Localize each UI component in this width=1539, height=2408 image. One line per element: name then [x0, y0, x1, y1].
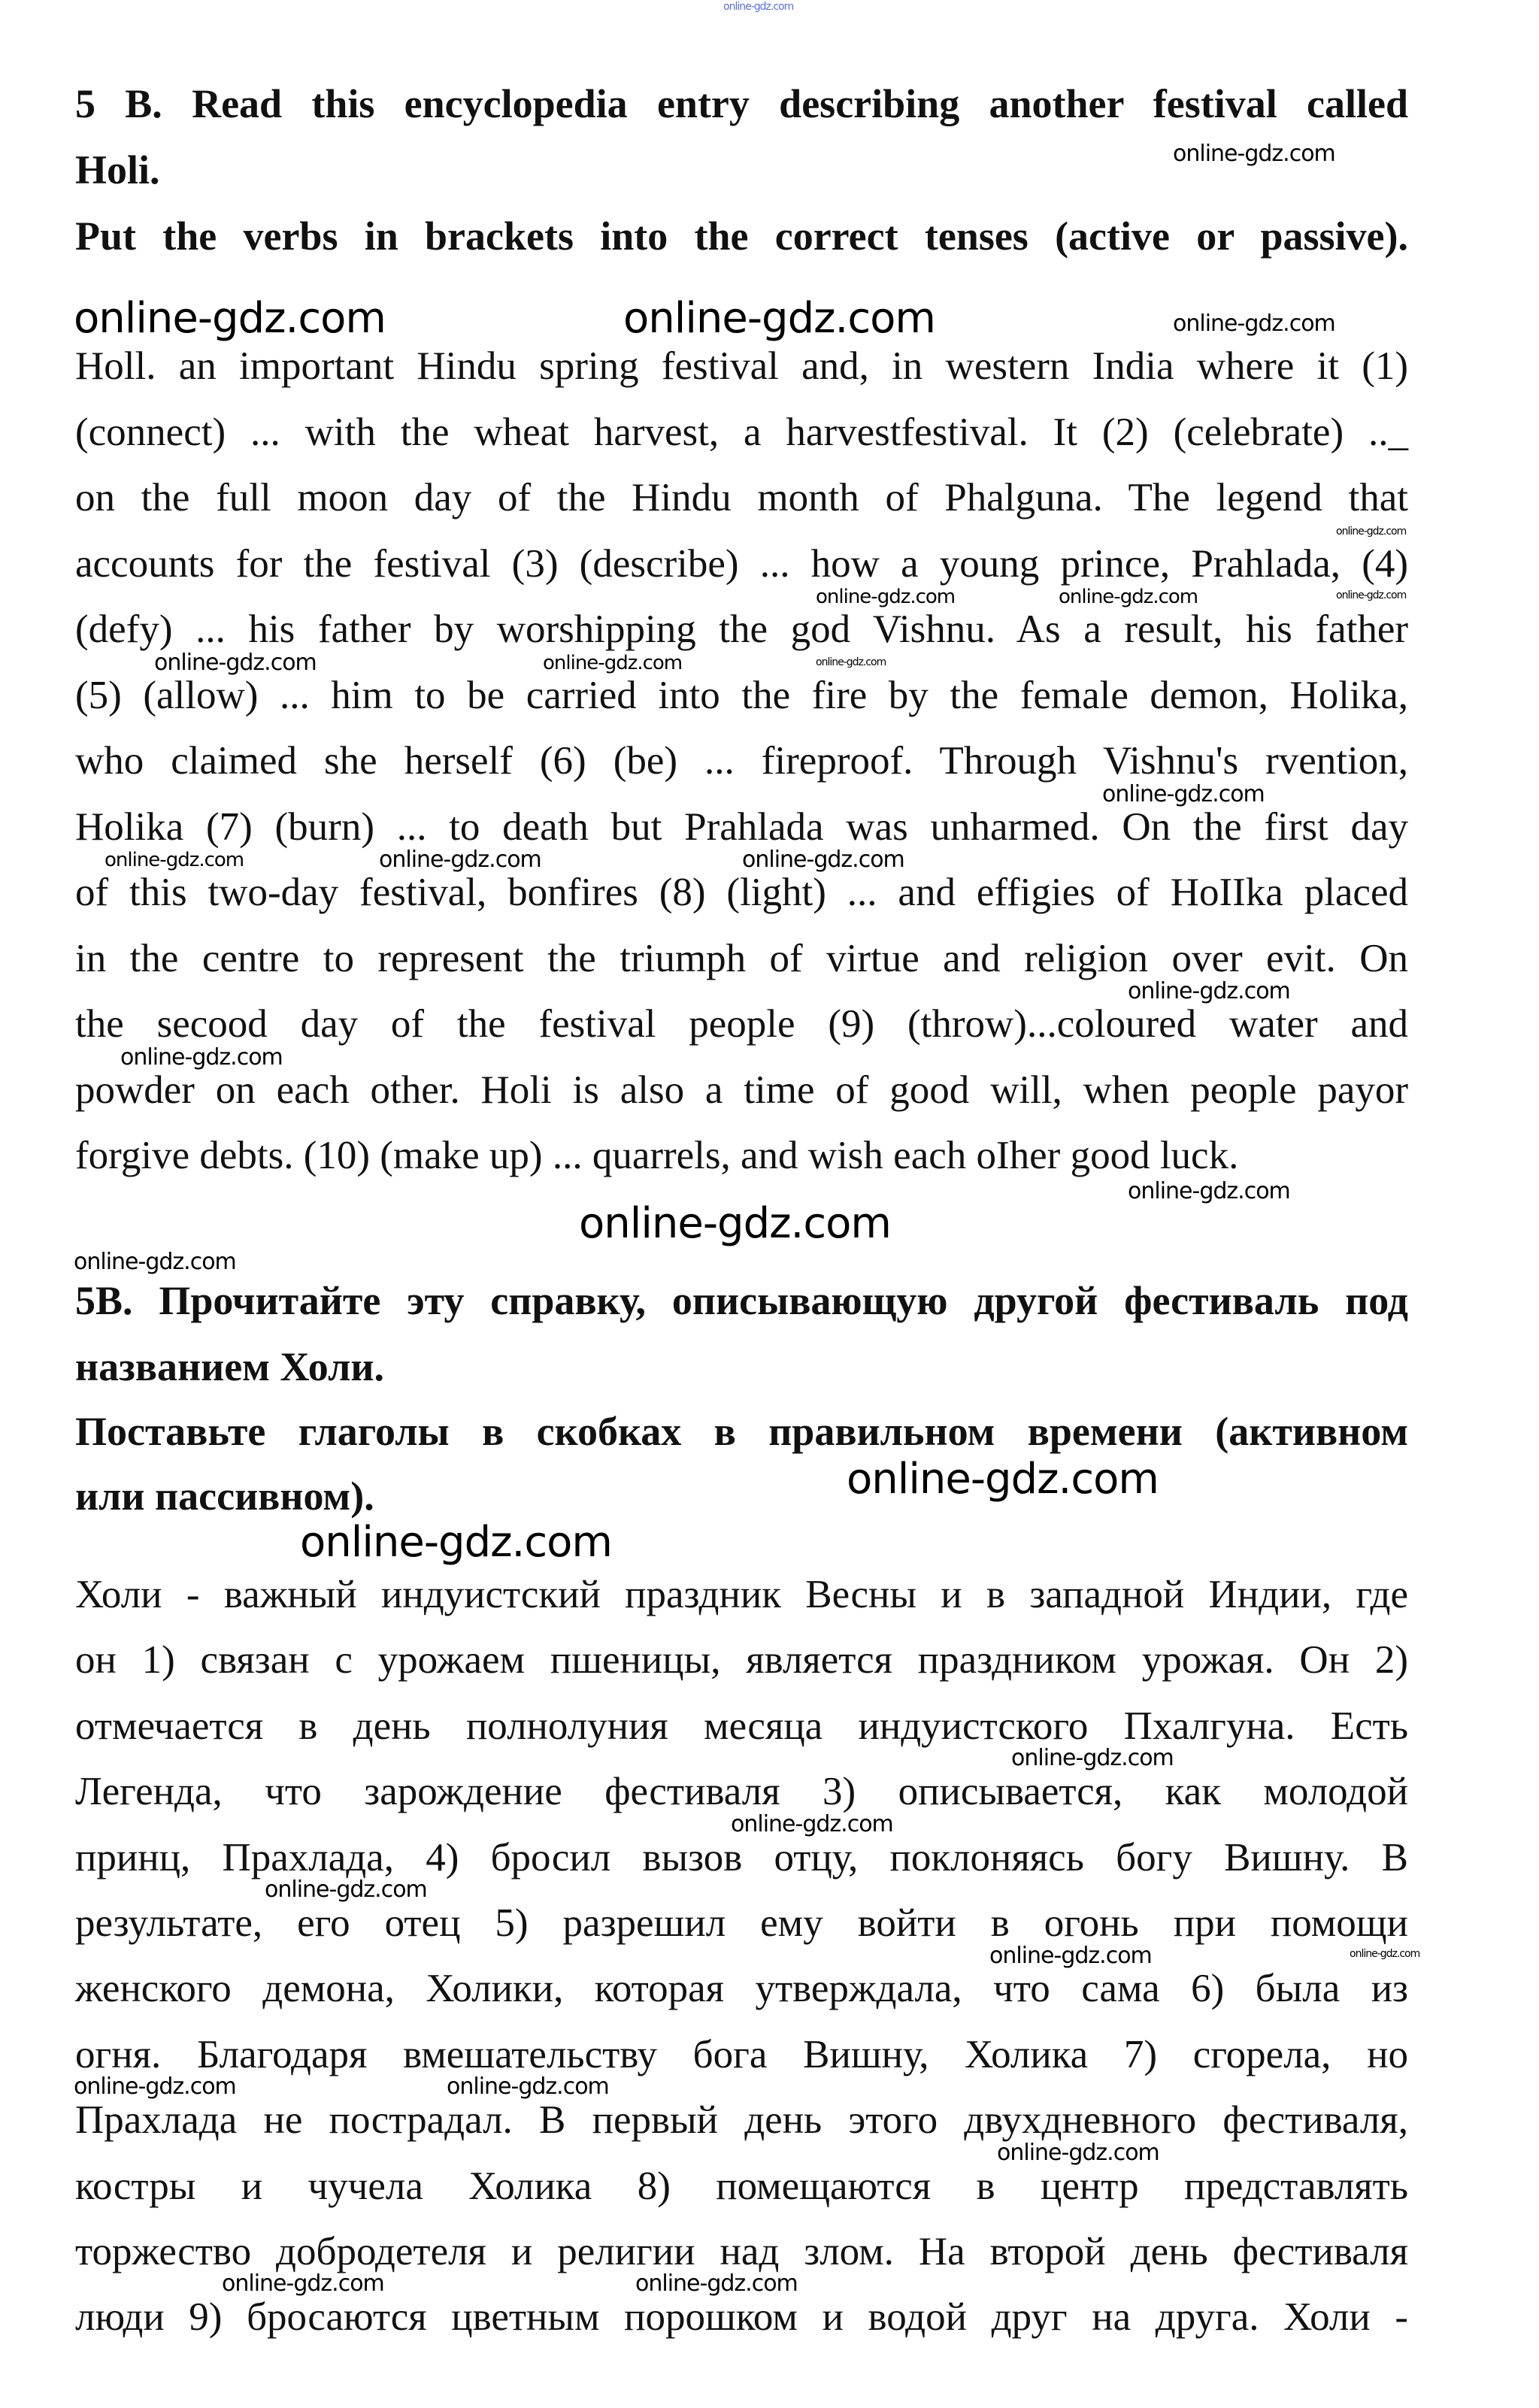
watermark: online-gdz.com — [997, 2140, 1159, 2166]
russian-text-line: принц, Прахлада, 4) бросил вызов отцу, поклоняясь богу Вишну. В — [75, 1835, 1408, 1879]
watermark: online-gdz.com — [265, 1876, 427, 1903]
english-text-line: Holl. an important Hindu spring festival and, in western India where it (1) — [75, 344, 1408, 388]
watermark: online-gdz.com — [222, 2270, 384, 2297]
russian-text-line: огня. Благодаря вмешательству бога Вишну, Холика 7) сгорела, но — [75, 2032, 1408, 2076]
watermark: online-gdz.com — [1011, 1745, 1174, 1771]
russian-heading-line: или пассивном). — [75, 1474, 374, 1519]
watermark: online-gdz.com — [1350, 1948, 1420, 1960]
watermark: online-gdz.com — [1336, 526, 1407, 538]
english-text-line: accounts for the festival (3) (describe) ... how a young prince, Prahlada, (4) — [75, 541, 1408, 586]
exercise-heading-line: Holi. — [75, 147, 160, 192]
watermark: online-gdz.com — [105, 849, 244, 871]
watermark: online-gdz.com — [816, 656, 886, 668]
watermark: online-gdz.com — [623, 294, 935, 343]
english-text-line: on the full moon day of the Hindu month of Phalguna. The legend that — [75, 476, 1408, 519]
russian-text-line: отмечается в день полнолуния месяца индуистского Пхалгуна. Есть — [75, 1704, 1408, 1748]
russian-text-line: Легенда, что зарождение фестиваля 3) описывается, как молодой — [75, 1770, 1408, 1814]
watermark: online-gdz.com — [1173, 310, 1335, 337]
watermark: online-gdz.com — [847, 1455, 1159, 1504]
english-text-line: (defy) ... his father by worshipping the god Vishnu. As a result, his father — [75, 607, 1408, 651]
watermark: online-gdz.com — [1102, 781, 1265, 807]
watermark: online-gdz.com — [1128, 1178, 1290, 1204]
watermark: online-gdz.com — [1059, 586, 1198, 608]
watermark: online-gdz.com — [154, 650, 317, 676]
watermark: online-gdz.com — [723, 1, 794, 13]
english-text-line: in the centre to represent the triumph of virtue and religion over evit. On — [75, 936, 1408, 980]
watermark: online-gdz.com — [74, 2073, 236, 2100]
russian-heading-line: Поставьте глаголы в скобках в правильном времени (активном — [75, 1409, 1408, 1454]
russian-text-line: женского демона, Холики, которая утверждала, что сама 6) была из — [75, 1967, 1408, 2011]
english-text-line: forgive debts. (10) (make up) ... quarrels, and wish each oIher good luck. — [75, 1134, 1239, 1177]
english-text-line: powder on each other. Holi is also a time of good will, when people payor — [75, 1068, 1408, 1112]
watermark: online-gdz.com — [300, 1518, 612, 1567]
russian-text-line: торжество добродетеля и религии над злом. На второй день фестиваля — [75, 2230, 1408, 2273]
watermark: online-gdz.com — [579, 1199, 891, 1248]
watermark: online-gdz.com — [120, 1044, 283, 1071]
exercise-heading-line: Put the verbs in brackets into the correct tenses (active or passive). — [75, 214, 1408, 259]
watermark: online-gdz.com — [1128, 978, 1290, 1004]
watermark: online-gdz.com — [742, 847, 904, 873]
russian-text-line: люди 9) бросаются цветным порошком и водой друг на друга. Холи - — [75, 2295, 1408, 2340]
english-text-line: the secood day of the festival people (9) (throw)...coloured water and — [75, 1002, 1408, 1046]
english-text-line: (connect) ... with the wheat harvest, a harvestfestival. It (2) (celebrate) .._ — [75, 410, 1408, 454]
watermark: online-gdz.com — [989, 1943, 1152, 1969]
english-text-line: Holika (7) (burn) ... to death but Prahlada was unharmed. On the first day — [75, 804, 1408, 849]
russian-heading-line: 5B. Прочитайте эту справку, описывающую другой фестиваль под — [75, 1278, 1408, 1323]
watermark: online-gdz.com — [447, 2073, 609, 2100]
english-text-line: (5) (allow) ... him to be carried into the fire by the female demon, Holika, — [75, 673, 1408, 717]
russian-text-line: результате, его отец 5) разрешил ему войти в огонь при помощи — [75, 1901, 1408, 1945]
english-text-line: of this two-day festival, bonfires (8) (light) ... and effigies of HoIIka placed — [75, 871, 1408, 914]
watermark: online-gdz.com — [1336, 589, 1407, 601]
watermark: online-gdz.com — [1173, 141, 1335, 167]
russian-text-line: Прахлада не пострадал. В первый день этого двухдневного фестиваля, — [75, 2098, 1408, 2143]
watermark: online-gdz.com — [74, 1249, 236, 1275]
watermark: online-gdz.com — [731, 1811, 893, 1837]
watermark: online-gdz.com — [635, 2270, 798, 2297]
russian-text-line: он 1) связан с урожаем пшеницы, является праздником урожая. Он 2) — [75, 1638, 1408, 1683]
russian-text-line: костры и чучела Холика 8) помещаются в центр представлять — [75, 2164, 1408, 2208]
exercise-heading-line: 5 B. Read this encyclopedia entry describing another festival called — [75, 81, 1408, 126]
russian-heading-line: названием Холи. — [75, 1344, 384, 1389]
watermark: online-gdz.com — [379, 847, 541, 873]
watermark: online-gdz.com — [543, 652, 683, 674]
english-text-line: who claimed she herself (6) (be) ... fireproof. Through Vishnu's rvention, — [75, 739, 1408, 783]
watermark: online-gdz.com — [74, 294, 386, 343]
russian-text-line: Холи - важный индуистский праздник Весны и в западной Индии, где — [75, 1573, 1408, 1616]
watermark: online-gdz.com — [816, 586, 956, 608]
